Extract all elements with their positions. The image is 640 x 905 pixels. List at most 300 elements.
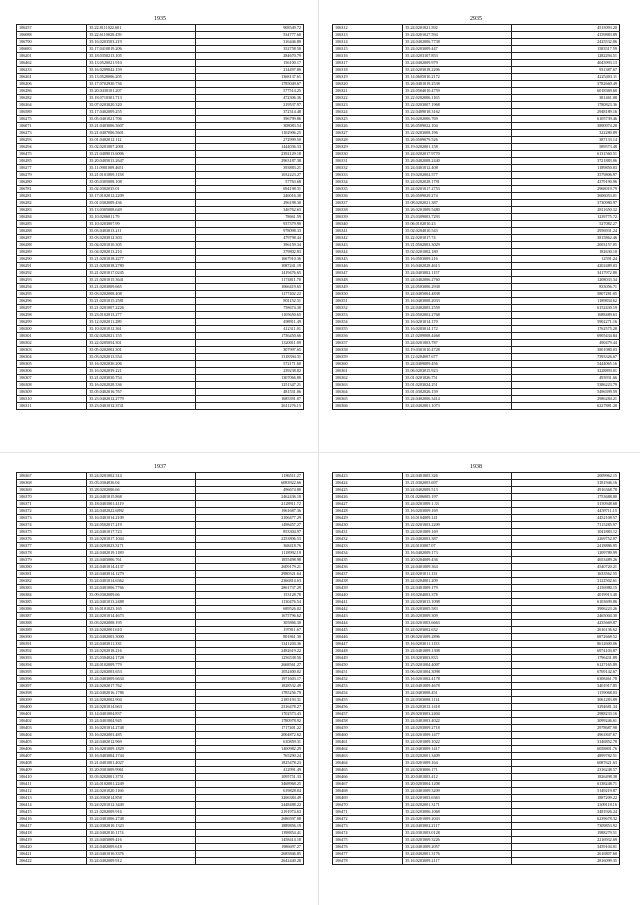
table-row (333, 606, 620, 613)
table-row (333, 326, 620, 333)
amount-cell: 8612600.06 (511, 641, 619, 648)
table-row (17, 606, 304, 613)
code-cell: 35.22.8111022.601 (87, 25, 195, 32)
row-id-cell: 106430 (333, 522, 403, 529)
table-row (333, 578, 620, 585)
code-cell: 35.18.0401001.4119 (87, 501, 195, 508)
row-id-cell: 106314 (333, 39, 403, 46)
table-row (333, 480, 620, 487)
amount-cell: 3099246.61 (511, 718, 619, 725)
row-id-cell: 106277 (17, 165, 87, 172)
row-id-cell: 106386 (17, 606, 87, 613)
code-cell: 35.24.0504010.4759 (403, 88, 511, 95)
code-cell: 35.19.0202002.577 (403, 172, 511, 179)
amount-cell: 6127165.89 (511, 662, 619, 669)
row-id-cell: 106294 (17, 284, 87, 291)
table-row (17, 585, 304, 592)
code-cell: 35.24.0402010.1174 (87, 830, 195, 837)
amount-cell: 1762575.28 (511, 326, 619, 333)
row-id-cell: 106291 (17, 263, 87, 270)
table-row (17, 305, 304, 312)
amount-cell: 307997.65 (195, 347, 303, 354)
code-cell: 35.02.0201002.180 (403, 249, 511, 256)
code-cell: 35.16.0209042.159 (87, 67, 195, 74)
amount-cell: 2106477.29 (195, 515, 303, 522)
page-title: 1935 (154, 16, 166, 22)
amount-cell: 2948189.16 (511, 109, 619, 116)
table-row (17, 557, 304, 564)
table-row (17, 746, 304, 753)
row-id-cell: 106393 (17, 655, 87, 662)
row-id-cell: 106369 (17, 487, 87, 494)
amount-cell: 1889856.19 (195, 823, 303, 830)
code-cell: 35.24.0403006.761 (87, 557, 195, 564)
row-id-cell: 106310 (17, 396, 87, 403)
row-id-cell: 106433 (333, 543, 403, 550)
amount-cell: 1986697.27 (195, 844, 303, 851)
amount-cell: 853304.97 (195, 529, 303, 536)
row-id-cell: 106325 (333, 116, 403, 123)
row-id-cell: 106353 (333, 312, 403, 319)
row-id-cell: 106206 (17, 81, 87, 88)
code-cell: 35.03.0202008.408 (87, 291, 195, 298)
code-cell: 35.16.0202003.485 (87, 732, 195, 739)
code-cell: 35.21.0409013.6006 (87, 151, 195, 158)
code-cell: 35.24.0401017.723 (87, 529, 195, 536)
code-cell: 35.26.0401019.2538 (403, 81, 511, 88)
amount-cell: 2216932.69 (511, 837, 619, 844)
table-row (333, 564, 620, 571)
row-id-cell: 106336 (333, 193, 403, 200)
row-id-cell: 106290 (17, 256, 87, 263)
code-cell: 35.24.0402022.6892 (87, 508, 195, 515)
amount-cell: 7393326.67 (511, 354, 619, 361)
row-id-cell: 106348 (333, 277, 403, 284)
amount-cell: 3181946.16 (511, 480, 619, 487)
code-cell: 35.18.0710301.713 (87, 95, 195, 102)
amount-cell: 801152.31 (195, 298, 303, 305)
amount-cell: 2191974.63 (195, 809, 303, 816)
amount-cell: 1961687.36 (195, 508, 303, 515)
table-row (17, 613, 304, 620)
code-cell: 35.24.0202028.1791 (403, 179, 511, 186)
code-cell: 35.24.0202018.216 (87, 648, 195, 655)
table-row (333, 228, 620, 235)
amount-cell: 3228893.01 (511, 368, 619, 375)
amount-cell: 1105650.65 (195, 312, 303, 319)
code-cell: 35.24.0401012.408 (403, 165, 511, 172)
amount-cell: 2253806.53 (195, 536, 303, 543)
amount-cell: 2988233.16 (511, 711, 619, 718)
row-id-cell: 106319 (333, 74, 403, 81)
code-cell: 35.16.0403004.1744 (87, 753, 195, 760)
table-row (17, 522, 304, 529)
row-id-cell: 106441 (333, 599, 403, 606)
table-row (333, 683, 620, 690)
table-row (333, 494, 620, 501)
code-cell: 35.24.0402006.2760 (403, 277, 511, 284)
code-cell: 35.01.0402012.112 (87, 137, 195, 144)
amount-cell: 527082.27 (511, 221, 619, 228)
table-row (333, 333, 620, 340)
row-id-cell: 106301 (17, 333, 87, 340)
amount-cell: 4019913.40 (511, 592, 619, 599)
amount-cell: 496674.80 (195, 487, 303, 494)
row-id-cell: 106309 (17, 389, 87, 396)
amount-cell: 4653489.26 (511, 557, 619, 564)
code-cell: 35.24.0402003.387 (403, 536, 511, 543)
row-id-cell: 106316 (333, 53, 403, 60)
amount-cell: 6103699.86 (511, 599, 619, 606)
row-id-cell: 106476 (333, 844, 403, 851)
code-cell: 35.22.6110020.459 (87, 32, 195, 39)
table-row (17, 809, 304, 816)
code-cell: 35.21.0201018.2277 (87, 256, 195, 263)
table-row (17, 214, 304, 221)
code-cell: 35.05.0402016.767 (87, 389, 195, 396)
code-cell: 35.24.0401004.945 (87, 718, 195, 725)
code-cell: 35.14.0401004.837 (87, 711, 195, 718)
row-id-cell: 106305 (17, 361, 87, 368)
code-cell: 35.16.0201014.2748 (87, 725, 195, 732)
amount-cell: 1796431.89 (511, 655, 619, 662)
row-id-cell: 106455 (333, 697, 403, 704)
code-cell: 35.24.0202002.904 (87, 697, 195, 704)
code-cell: 35.23.0304024.1728 (87, 655, 195, 662)
amount-cell: 2003157.05 (511, 242, 619, 249)
amount-cell: 2642440.28 (195, 858, 303, 865)
row-id-cell: 106358 (333, 347, 403, 354)
code-cell: 35.03.0202013.554 (87, 354, 195, 361)
code-cell: 35.22.0201003.2209 (403, 522, 511, 529)
amount-cell: 2668561.27 (195, 662, 303, 669)
table-row (333, 760, 620, 767)
table-row (333, 151, 620, 158)
table-row (333, 137, 620, 144)
table-row (17, 144, 304, 151)
code-cell: 35.24.0402001.1073 (403, 403, 511, 410)
amount-cell: 308083.54 (195, 123, 303, 130)
amount-cell: 2185193.31 (195, 697, 303, 704)
table-row (17, 550, 304, 557)
code-cell: 35.03.0202001.3751 (87, 774, 195, 781)
row-id-cell: 106384 (17, 592, 87, 599)
amount-cell: 610859.31 (195, 739, 303, 746)
page-2935-top-right (332, 14, 620, 410)
amount-cell: 3459104.01 (511, 844, 619, 851)
row-id-cell: 106318 (333, 67, 403, 74)
amount-cell: 214497.80 (195, 67, 303, 74)
table-row (17, 39, 304, 46)
row-id-cell: 106294 (17, 144, 87, 151)
table-row (17, 151, 304, 158)
row-id-cell: 106427 (333, 501, 403, 508)
table-row (333, 32, 620, 39)
code-cell: 35.24.0201014.663 (87, 704, 195, 711)
code-cell: 35.24.0201003.787 (403, 340, 511, 347)
code-cell: 35.10.0206011.79 (87, 214, 195, 221)
code-cell: 35.24.0402003.3000 (87, 634, 195, 641)
code-cell: 35.24.0201014.4673 (87, 613, 195, 620)
code-cell: 35.24.0203013.1098 (403, 599, 511, 606)
table-row (333, 305, 620, 312)
table-row (333, 711, 620, 718)
code-cell: 35.17.0702930.736 (87, 81, 195, 88)
code-cell: 35.21.0202009.916 (87, 809, 195, 816)
code-cell: 35.24.0403008.451 (403, 690, 511, 697)
table-row (17, 81, 304, 88)
amount-cell: 6974103.87 (511, 648, 619, 655)
row-id-cell: 106438 (333, 578, 403, 585)
row-id-cell: 106429 (333, 515, 403, 522)
row-id-cell: 106389 (17, 627, 87, 634)
code-cell: 35.05.0202002.301 (87, 347, 195, 354)
code-cell: 35.16.0201009.1829 (87, 746, 195, 753)
code-cell: 35.24.0202017.762 (87, 683, 195, 690)
amount-cell: 1702573.43 (195, 711, 303, 718)
row-id-cell: 106467 (333, 781, 403, 788)
row-id-cell: 106257 (17, 25, 87, 32)
code-cell: 35.24.0401014.4137 (87, 564, 195, 571)
amount-cell: 493931.66 (511, 375, 619, 382)
table-row (333, 200, 620, 207)
table-row (17, 732, 304, 739)
row-id-cell: 106283 (17, 207, 87, 214)
row-id-cell: 106448 (333, 648, 403, 655)
amount-cell: 316446.80 (195, 39, 303, 46)
code-cell: 35.24.0201009.1022 (403, 739, 511, 746)
table-row (333, 207, 620, 214)
row-id-cell: 106426 (333, 494, 403, 501)
row-id-cell: 106434 (333, 550, 403, 557)
row-id-cell: 106367 (17, 473, 87, 480)
amount-cell: 379802.83 (195, 249, 303, 256)
row-id-cell: 106282 (17, 200, 87, 207)
table-row (17, 837, 304, 844)
table-row (333, 830, 620, 837)
table-row (333, 242, 620, 249)
row-id-cell: 106418 (17, 830, 87, 837)
amount-cell: 6769142.67 (511, 669, 619, 676)
row-id-cell: 106340 (333, 221, 403, 228)
code-cell: 35.22.0203008.196 (403, 130, 511, 137)
code-cell: 35.24.0201009.3226 (403, 837, 511, 844)
table-row (17, 228, 304, 235)
table-row (333, 536, 620, 543)
amount-cell: 3721883.06 (511, 158, 619, 165)
code-cell: 35.24.0201017.1044 (87, 536, 195, 543)
code-cell: 35.26.0509029.274 (403, 193, 511, 200)
table-row (17, 795, 304, 802)
table-row (17, 718, 304, 725)
table-row (333, 123, 620, 130)
row-id-cell: 106313 (333, 32, 403, 39)
row-id-cell: 106273 (17, 130, 87, 137)
amount-cell: 1825478.23 (195, 760, 303, 767)
table-row (333, 550, 620, 557)
row-id-cell: 106377 (17, 543, 87, 550)
amount-cell: 1209789.99 (511, 550, 619, 557)
code-cell: 35.26.0203009.309 (403, 613, 511, 620)
row-id-cell: 106352 (333, 305, 403, 312)
amount-cell: 2816099.35 (511, 858, 619, 865)
table-row (17, 312, 304, 319)
code-cell: 35.16.0402009.173 (403, 550, 511, 557)
row-id-cell: 106387 (17, 613, 87, 620)
table-row (333, 39, 620, 46)
row-id-cell: 106364 (333, 389, 403, 396)
code-cell: 35.26.0509079.526 (403, 137, 511, 144)
table-row (17, 291, 304, 298)
code-cell: 35.24.0203005.583 (403, 606, 511, 613)
code-cell: 35.24.0403009.6634 (87, 676, 195, 683)
amount-cell: 1130476.54 (195, 599, 303, 606)
amount-cell: 78661.59 (195, 214, 303, 221)
table-row (17, 760, 304, 767)
amount-cell: 1186511.27 (195, 473, 303, 480)
code-cell: 35.03.0202008.195 (87, 620, 195, 627)
table-row (17, 389, 304, 396)
row-id-cell: 106345 (333, 256, 403, 263)
row-id-cell: 106399 (17, 697, 87, 704)
code-cell: 35.03.0304036.04 (87, 480, 195, 487)
table-row (333, 277, 620, 284)
row-id-cell: 106282 (17, 95, 87, 102)
row-id-cell: 106366 (333, 403, 403, 410)
table-row (17, 137, 304, 144)
code-cell: 35.18.0203003.833 (403, 655, 511, 662)
amount-cell: 472306.36 (195, 95, 303, 102)
code-cell: 35.24.0201009.1477 (403, 732, 511, 739)
amount-cell: 4379190.96 (511, 179, 619, 186)
table-row (17, 781, 304, 788)
code-cell: 35.24.0201003.6363 (403, 795, 511, 802)
code-cell: 35.24.0203006.1068 (403, 809, 511, 816)
table-row (17, 165, 304, 172)
amount-cell: 1341204.36 (195, 641, 303, 648)
code-cell: 35.04.0201010.305 (87, 242, 195, 249)
table-row (333, 186, 620, 193)
row-id-cell: 106332 (333, 165, 403, 172)
table-row (333, 725, 620, 732)
table-row (17, 256, 304, 263)
code-cell: 35.12.0204007.677 (403, 354, 511, 361)
row-id-cell: 106261 (17, 74, 87, 81)
table-row (333, 739, 620, 746)
row-id-cell: 106461 (333, 739, 403, 746)
code-cell: 35.20.0405013.2647 (87, 158, 195, 165)
amount-cell: 2616807.60 (511, 851, 619, 858)
amount-cell: 1189850.83 (511, 165, 619, 172)
table-row (333, 592, 620, 599)
table-row (333, 46, 620, 53)
code-cell: 35.24.0402005.2559 (403, 305, 511, 312)
table-row (333, 347, 620, 354)
row-id-cell: 106300 (17, 326, 87, 333)
code-cell: 35.24.0302014.858 (87, 795, 195, 802)
table-row (17, 298, 304, 305)
table-row (333, 522, 620, 529)
row-id-cell: 106420 (17, 844, 87, 851)
code-cell: 35.10.0203007.99 (87, 221, 195, 228)
code-cell: 35.26.0402008.2440 (403, 158, 511, 165)
table-row (17, 620, 304, 627)
code-cell: 35.16.0101023.165 (87, 606, 195, 613)
table-row (333, 543, 620, 550)
code-cell: 35.18.0350213.105 (87, 53, 195, 60)
amount-cell: 3906223.26 (511, 606, 619, 613)
code-cell: 35.16.0503009.216 (403, 256, 511, 263)
table-row (17, 375, 304, 382)
code-cell: 35.24.0401009.364 (403, 564, 511, 571)
amount-cell: 1398854.41 (195, 830, 303, 837)
code-cell: 35.17.0402009.255 (87, 109, 195, 116)
code-cell: 35.24.0402009.513 (403, 487, 511, 494)
amount-cell: 368418.76 (195, 543, 303, 550)
code-cell: 35.21.0201017.0245 (87, 270, 195, 277)
table-row (17, 130, 304, 137)
row-id-cell: 106288 (17, 228, 87, 235)
data-table (16, 24, 304, 410)
code-cell: 35.24.0402006.3414 (403, 396, 511, 403)
row-id-cell: 106295 (17, 291, 87, 298)
amount-cell: 5496399.59 (511, 389, 619, 396)
amount-cell: 3481926.24 (511, 809, 619, 816)
table-row (17, 109, 304, 116)
table-row (333, 697, 620, 704)
amount-cell: 937379.90 (195, 221, 303, 228)
row-id-cell: 106361 (333, 368, 403, 375)
table-row (17, 627, 304, 634)
row-id-cell: 106371 (17, 501, 87, 508)
table-row (333, 144, 620, 151)
amount-cell: 6872668.52 (511, 634, 619, 641)
code-cell: 35.24.0401009.1308 (403, 648, 511, 655)
row-id-cell: 106464 (333, 760, 403, 767)
table-row (17, 704, 304, 711)
code-cell: 35.20.0203004.1208 (403, 781, 511, 788)
amount-cell: 6083922.66 (195, 480, 303, 487)
table-row (17, 319, 304, 326)
table-row (17, 767, 304, 774)
amount-cell: 6152430.19 (511, 305, 619, 312)
code-cell: 35.24.0203107.853 (403, 53, 511, 60)
row-id-cell: 106298 (17, 312, 87, 319)
code-cell: 35.05.0305008.108 (87, 179, 195, 186)
amount-cell: 2482619.22 (195, 648, 303, 655)
amount-cell: 3122502.61 (511, 578, 619, 585)
amount-cell: 3401917.85 (511, 683, 619, 690)
row-id-cell: 106307 (17, 375, 87, 382)
amount-cell: 577514.25 (195, 88, 303, 95)
row-id-cell: 106380 (17, 564, 87, 571)
amount-cell: 1318394.31 (195, 354, 303, 361)
amount-cell: 6239678.32 (511, 816, 619, 823)
row-id-cell: 106339 (333, 214, 403, 221)
row-id-cell: 106388 (17, 620, 87, 627)
row-id-cell: 106471 (333, 809, 403, 816)
row-id-cell: 106322 (333, 95, 403, 102)
table-row (17, 200, 304, 207)
code-cell: 35.21.0403006.3607 (87, 123, 195, 130)
row-id-cell: 106323 (333, 102, 403, 109)
table-row (17, 186, 304, 193)
data-table (16, 472, 304, 865)
table-row (333, 851, 620, 858)
code-cell: 35.22.0203007.1968 (403, 102, 511, 109)
row-id-cell: 106456 (333, 704, 403, 711)
table-row (17, 67, 304, 74)
